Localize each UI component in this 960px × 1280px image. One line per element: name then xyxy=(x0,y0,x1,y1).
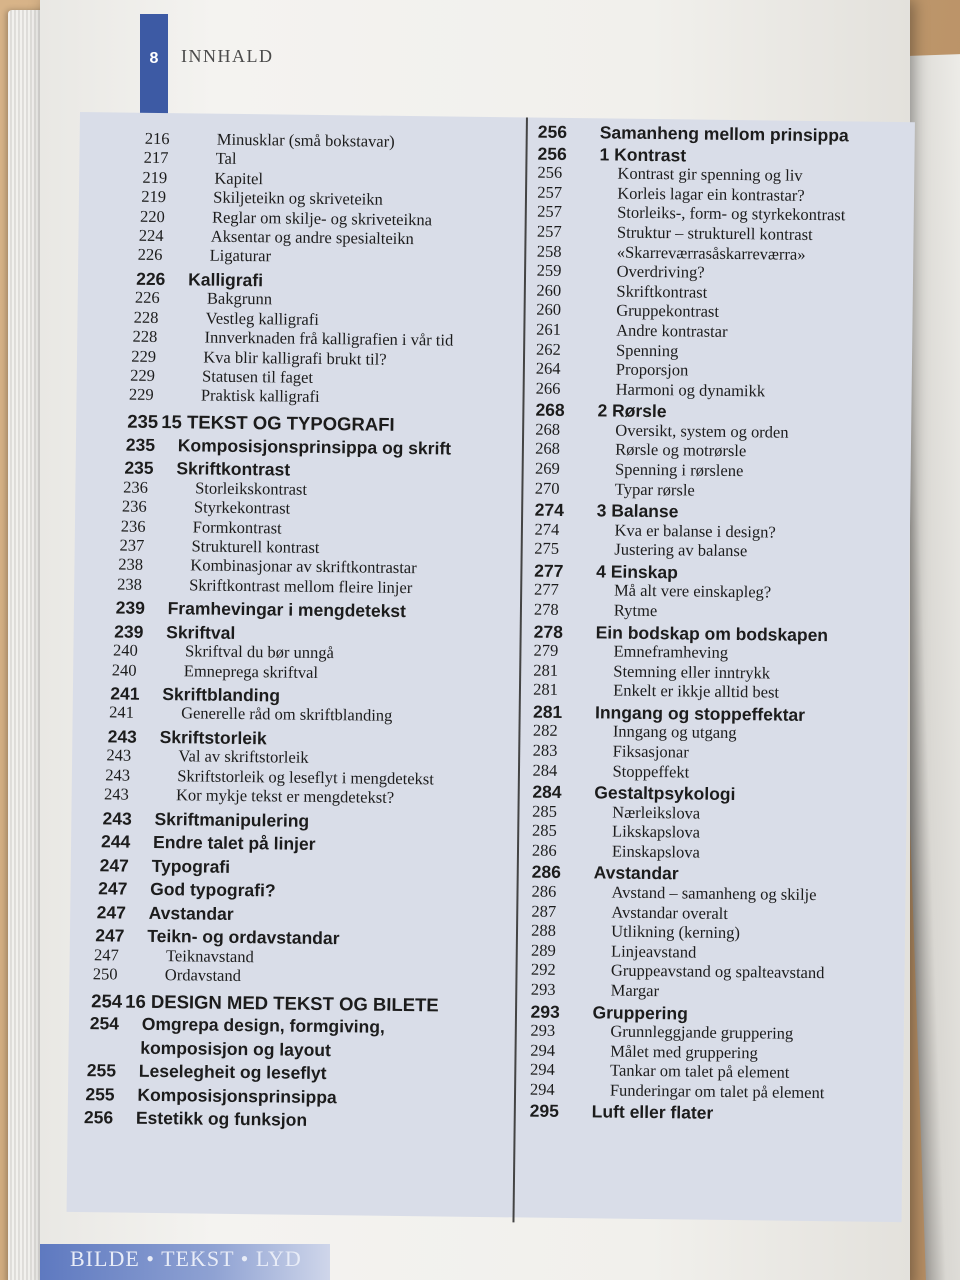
toc-entry xyxy=(127,411,395,436)
toc-title: Storleikskontrast xyxy=(195,478,308,499)
toc-title: komposisjon og layout xyxy=(140,1037,332,1061)
toc-title: Skiljeteikn og skriveteikn xyxy=(213,187,383,209)
toc-title: Avstandar xyxy=(148,902,234,924)
toc-entry xyxy=(90,1014,385,1039)
toc-page-number: 228 xyxy=(133,307,159,327)
toc-page-number: 250 xyxy=(92,964,118,984)
toc-title: Stoppeffekt xyxy=(612,761,690,782)
toc-entry xyxy=(537,261,705,283)
toc-entry xyxy=(536,359,689,381)
toc-page-number: 236 xyxy=(120,516,146,536)
toc-entry xyxy=(97,902,234,925)
toc-page-number: 286 xyxy=(531,840,557,860)
toc-page-number: 281 xyxy=(533,679,559,700)
toc-page-number: 229 xyxy=(128,384,154,405)
toc-title: Omgrepa design, formgiving, xyxy=(141,1014,385,1038)
toc-page-number: 268 xyxy=(535,399,565,421)
toc-page-number: 226 xyxy=(136,268,166,289)
toc-title: Emneprega skriftval xyxy=(183,660,319,682)
toc-title: Estetikk og funksjon xyxy=(135,1108,308,1131)
toc-title: Teiknavstand xyxy=(165,945,254,966)
toc-title: Må alt vere einskapleg? xyxy=(613,580,772,602)
toc-title: Oversikt, system og orden xyxy=(615,420,789,442)
toc-page-number: 243 xyxy=(105,765,131,785)
toc-title: Vestleg kalligrafi xyxy=(205,308,320,329)
toc-page-number: 226 xyxy=(137,245,163,265)
toc-page-number: 293 xyxy=(530,1001,560,1022)
toc-title: Luft eller flater xyxy=(591,1101,714,1124)
toc-entry xyxy=(91,990,439,1016)
toc-title: Aksentar og andre spesialteikn xyxy=(210,226,414,249)
toc-title: Samanheng mellom prinsippa xyxy=(599,122,849,146)
toc-page-number: 256 xyxy=(83,1107,114,1128)
toc-entry xyxy=(536,280,707,302)
toc-title: 16 DESIGN MED TEKST OG BILETE xyxy=(125,990,439,1016)
toc-title: Avstandar overalt xyxy=(611,902,729,923)
toc-title: Skriftmanipulering xyxy=(154,808,310,831)
toc-entry xyxy=(533,741,689,763)
toc-page-number: 243 xyxy=(102,807,132,829)
toc-title: Inngang og stoppeffektar xyxy=(594,702,806,725)
toc-page-number: 247 xyxy=(95,925,125,946)
toc-page-number: 240 xyxy=(112,640,138,660)
toc-title: Avstandar xyxy=(593,862,679,884)
toc-page-number: 240 xyxy=(111,659,137,680)
toc-page-number: 268 xyxy=(535,419,561,439)
toc-title: Formkontrast xyxy=(192,516,282,537)
toc-title: Målet med gruppering xyxy=(610,1041,758,1063)
toc-page-number: 277 xyxy=(534,560,564,581)
toc-title: Skriftstorleik xyxy=(159,726,267,749)
toc-page-number: 241 xyxy=(110,683,140,704)
toc-title: Nærleikslova xyxy=(612,802,701,823)
toc-title: Praktisk kalligrafi xyxy=(200,385,320,407)
toc-title: Proporsjon xyxy=(615,359,689,380)
toc-page-number: 270 xyxy=(534,478,560,498)
toc-entry xyxy=(129,385,320,407)
toc-page-number: 266 xyxy=(535,378,561,398)
page-number: 8 xyxy=(149,50,159,67)
toc-entry xyxy=(85,1084,337,1108)
toc-page-number: 284 xyxy=(532,760,558,780)
toc-entry xyxy=(101,831,316,855)
toc-page-number: 217 xyxy=(143,148,169,168)
toc-entry xyxy=(536,300,719,322)
toc-page-number: 257 xyxy=(537,182,563,202)
toc-page-number: 255 xyxy=(85,1084,115,1105)
toc-page-number: 278 xyxy=(533,599,559,619)
toc-page-number: 243 xyxy=(106,745,132,765)
toc-title: Ein bodskap om bodskapen xyxy=(595,621,829,645)
toc-title: Kva er balanse i design? xyxy=(614,520,776,542)
toc-title: Leselegheit og leseflyt xyxy=(138,1061,327,1084)
toc-page-number: 237 xyxy=(119,535,145,555)
toc-entry xyxy=(88,1037,331,1061)
toc-title: Harmoni og dynamikk xyxy=(615,379,766,401)
toc-title: Kva blir kalligrafi brukt til? xyxy=(203,347,387,369)
toc-page-number: 256 xyxy=(537,121,568,142)
toc-entry xyxy=(104,784,394,808)
toc-page-number: 293 xyxy=(530,979,556,999)
toc-page-number: 241 xyxy=(109,702,135,723)
toc-entry xyxy=(121,516,282,538)
toc-entry xyxy=(531,980,660,1002)
toc-page-number: 229 xyxy=(131,346,157,366)
toc-title: Kontrast gir spenning og liv xyxy=(617,163,803,185)
toc-page-number: 279 xyxy=(533,640,559,660)
toc-page-number: 259 xyxy=(536,260,562,280)
toc-page-number: 281 xyxy=(533,660,559,680)
toc-title: «Skarreværrasåskarreværra» xyxy=(616,242,806,264)
toc-title: Tal xyxy=(215,149,237,169)
toc-title: Minusklar (små bokstavar) xyxy=(216,129,395,151)
toc-entry xyxy=(112,660,318,683)
toc-page-number: 243 xyxy=(107,726,137,747)
toc-title: Grunnleggjande gruppering xyxy=(610,1021,794,1043)
toc-entry xyxy=(536,339,679,361)
toc-title: Ligaturar xyxy=(209,245,272,266)
toc-page-number: 238 xyxy=(117,574,143,594)
footer-book-title: BILDE • TEKST • LYD xyxy=(70,1246,302,1271)
toc-page-number: 282 xyxy=(532,720,558,741)
toc-page-number: 254 xyxy=(89,1013,120,1034)
toc-entry xyxy=(532,821,700,843)
toc-title: Emneframheving xyxy=(613,641,729,663)
toc-title: Innverknaden frå kalligrafien i vår tid xyxy=(204,327,454,350)
toc-title: Val av skriftstorleik xyxy=(178,746,309,768)
toc-title: Endre talet på linjer xyxy=(152,832,316,855)
toc-title: Gruppering xyxy=(592,1001,688,1023)
toc-title: Skriftval xyxy=(166,621,236,643)
toc-title: Skriftval du bør unngå xyxy=(184,641,335,663)
toc-page-number: 243 xyxy=(103,784,129,804)
toc-page-number: 264 xyxy=(535,358,561,378)
toc-page-number: 277 xyxy=(533,579,559,600)
toc-title: Teikn- og ordavstandar xyxy=(147,925,340,949)
toc-page-number: 283 xyxy=(532,740,558,760)
toc-page-number: 247 xyxy=(96,901,127,923)
toc-title: Einskapslova xyxy=(611,841,701,862)
toc-title: Kombinasjonar av skriftkontrastar xyxy=(190,555,417,578)
toc-title: 1 Kontrast xyxy=(599,143,687,165)
toc-entry xyxy=(532,840,700,862)
toc-title: Funderingar om talet på element xyxy=(609,1080,825,1103)
toc-title: Gestaltpsykologi xyxy=(594,782,736,805)
toc-title: Skriftkontrast xyxy=(616,281,708,302)
toc-page-number: 235 xyxy=(125,434,156,455)
toc-entry xyxy=(93,964,241,986)
toc-title: Skriftkontrast xyxy=(176,458,291,480)
toc-title: Komposisjonsprinsippa xyxy=(137,1084,337,1108)
toc-title: Fiksasjonar xyxy=(612,741,689,762)
toc-title: Storleiks-, form- og styrkekontrast xyxy=(617,202,846,225)
toc-entry xyxy=(102,808,309,832)
toc-entry xyxy=(534,600,658,622)
toc-page-number: 261 xyxy=(536,319,562,339)
toc-page-number: 294 xyxy=(530,1040,556,1060)
toc-title: Spenning i rørslene xyxy=(614,459,744,481)
toc-page-number: 257 xyxy=(536,221,562,241)
toc-title: Skriftstorleik og leseflyt i mengdetekst xyxy=(177,765,434,789)
toc-page-number: 295 xyxy=(529,1100,560,1122)
toc-title: Kapitel xyxy=(214,168,264,189)
toc-title: Kalligrafi xyxy=(188,269,264,291)
toc-title: Ordavstand xyxy=(164,964,242,985)
toc-page-number: 274 xyxy=(534,519,560,539)
toc-title: Typografi xyxy=(151,855,231,877)
toc-entry xyxy=(536,378,766,401)
toc-page-number: 255 xyxy=(86,1060,117,1081)
toc-title: Avstand – samanheng og skilje xyxy=(611,882,817,905)
toc-page-number: 244 xyxy=(100,831,131,852)
toc-title: Utlikning (kerning) xyxy=(611,921,741,943)
toc-entry xyxy=(530,1101,714,1124)
toc-title: 4 Einskap xyxy=(596,561,679,583)
toc-page-number: 260 xyxy=(536,299,562,320)
toc-entry xyxy=(94,945,254,967)
toc-entry xyxy=(534,539,747,562)
toc-title: Inngang og utgang xyxy=(612,721,737,743)
toc-title: God typografi? xyxy=(150,879,276,901)
toc-title: Tankar om talet på element xyxy=(609,1060,790,1083)
toc-title: Linjeavstand xyxy=(610,941,697,962)
toc-page-number: 254 xyxy=(91,990,123,1012)
section-title: INNHALD xyxy=(181,46,274,66)
toc-page-number: 285 xyxy=(532,801,558,821)
toc-page-number: 219 xyxy=(141,186,167,207)
toc-entry xyxy=(116,598,407,623)
toc-page-number: 247 xyxy=(93,944,119,965)
toc-page-number: 285 xyxy=(531,820,557,841)
toc-entry xyxy=(100,855,231,878)
toc-entry xyxy=(144,148,237,169)
toc-page-number: 260 xyxy=(536,280,562,300)
toc-page-number: 258 xyxy=(536,241,562,261)
toc-page-number: 286 xyxy=(531,861,562,883)
toc-entry xyxy=(535,478,695,500)
toc-page-number: 274 xyxy=(534,499,565,521)
toc-entry xyxy=(531,940,696,962)
toc-page-number: 287 xyxy=(531,901,557,921)
toc-page-number: 239 xyxy=(115,597,146,619)
toc-title: Kor mykje tekst er mengdetekst? xyxy=(175,785,395,807)
toc-page-number: 257 xyxy=(537,201,563,222)
toc-title: Generelle råd om skriftblanding xyxy=(181,703,393,726)
toc-page-number: 226 xyxy=(134,287,160,308)
column-divider xyxy=(512,117,527,1222)
toc-title: Rytme xyxy=(613,600,658,621)
toc-title: Styrkekontrast xyxy=(193,497,291,518)
toc-title: Korleis lagar ein kontrastar? xyxy=(617,183,805,205)
toc-entry xyxy=(530,1079,825,1103)
toc-title: Stemning eller inntrykk xyxy=(613,661,771,683)
toc-title: Gruppeavstand og spalteavstand xyxy=(610,960,825,983)
toc-title: Andre kontrastar xyxy=(616,320,728,341)
toc-title: Typar rørsle xyxy=(614,479,695,500)
toc-panel xyxy=(67,112,915,1222)
toc-page-number: 229 xyxy=(130,365,155,385)
toc-title: Skriftkontrast mellom fleire linjer xyxy=(189,575,413,597)
toc-title: Struktur – strukturell kontrast xyxy=(616,222,813,244)
toc-entry xyxy=(109,703,392,726)
toc-entry xyxy=(98,878,276,901)
toc-title: Enkelt er ikkje alltid best xyxy=(613,680,780,702)
toc-title: Komposisjonsprinsippa og skrift xyxy=(177,435,452,459)
toc-page-number: 239 xyxy=(114,621,144,642)
toc-entry xyxy=(532,801,700,823)
toc-title: Justering av balanse xyxy=(614,539,748,561)
toc-title: Gruppekontrast xyxy=(616,300,720,322)
toc-page-number: 228 xyxy=(132,326,158,347)
toc-entry xyxy=(126,434,451,459)
toc-entry xyxy=(533,680,779,703)
toc-page-number: 224 xyxy=(138,225,164,246)
toc-page-number: 220 xyxy=(139,206,165,226)
toc-page-number: 219 xyxy=(142,167,168,187)
toc-page-number: 286 xyxy=(531,881,557,901)
toc-page-number: 262 xyxy=(535,339,561,359)
toc-title: Overdriving? xyxy=(616,261,705,282)
toc-title: Likskapslova xyxy=(611,821,701,842)
toc-page-number: 292 xyxy=(530,959,556,980)
toc-page-number xyxy=(88,1053,140,1054)
toc-entry xyxy=(87,1061,327,1085)
toc-title: Statusen til faget xyxy=(202,366,314,387)
toc-page-number: 278 xyxy=(533,621,564,642)
toc-page-number: 288 xyxy=(531,920,557,941)
toc-page-number: 236 xyxy=(121,496,147,516)
toc-page-number: 236 xyxy=(123,477,149,497)
toc-title: Margar xyxy=(610,980,660,1001)
toc-title: Skriftblanding xyxy=(162,684,281,706)
toc-page-number: 216 xyxy=(144,128,170,149)
toc-title: Spenning xyxy=(615,340,679,360)
toc-entry xyxy=(135,288,272,310)
toc-page-number: 275 xyxy=(534,538,560,559)
toc-page-number: 235 xyxy=(127,410,159,433)
toc-page-number: 294 xyxy=(529,1079,555,1099)
toc-page-number: 289 xyxy=(530,940,556,960)
toc-entry xyxy=(138,245,272,267)
toc-entry xyxy=(117,574,412,598)
toc-page-number: 269 xyxy=(534,458,560,478)
toc-page-number: 268 xyxy=(535,438,561,459)
toc-page-number: 281 xyxy=(532,701,563,722)
toc-title: 3 Balanse xyxy=(596,500,679,522)
toc-page-number: 294 xyxy=(529,1059,555,1080)
toc-title: Framhevingar i mengdetekst xyxy=(167,598,407,622)
toc-page-number: 238 xyxy=(118,554,144,575)
toc-entry xyxy=(532,760,689,782)
toc-entry xyxy=(142,168,263,189)
toc-page-number: 284 xyxy=(532,781,562,803)
toc-page-number: 293 xyxy=(530,1020,556,1040)
toc-title: Rørsle og motrørsle xyxy=(615,439,747,461)
toc-page-number: 247 xyxy=(99,854,129,876)
toc-title: Strukturell kontrast xyxy=(191,536,320,557)
toc-title: 2 Rørsle xyxy=(597,400,667,422)
toc-page-number: 256 xyxy=(537,143,567,164)
toc-title: Reglar om skilje- og skriveteikna xyxy=(211,207,433,229)
toc-page-number: 256 xyxy=(537,162,563,182)
toc-page-number: 247 xyxy=(98,878,128,899)
toc-page-number: 235 xyxy=(124,457,154,479)
toc-title: 15 TEKST OG TYPOGRAFI xyxy=(161,411,395,436)
toc-entry xyxy=(84,1108,307,1132)
toc-title: Bakgrunn xyxy=(206,288,273,309)
